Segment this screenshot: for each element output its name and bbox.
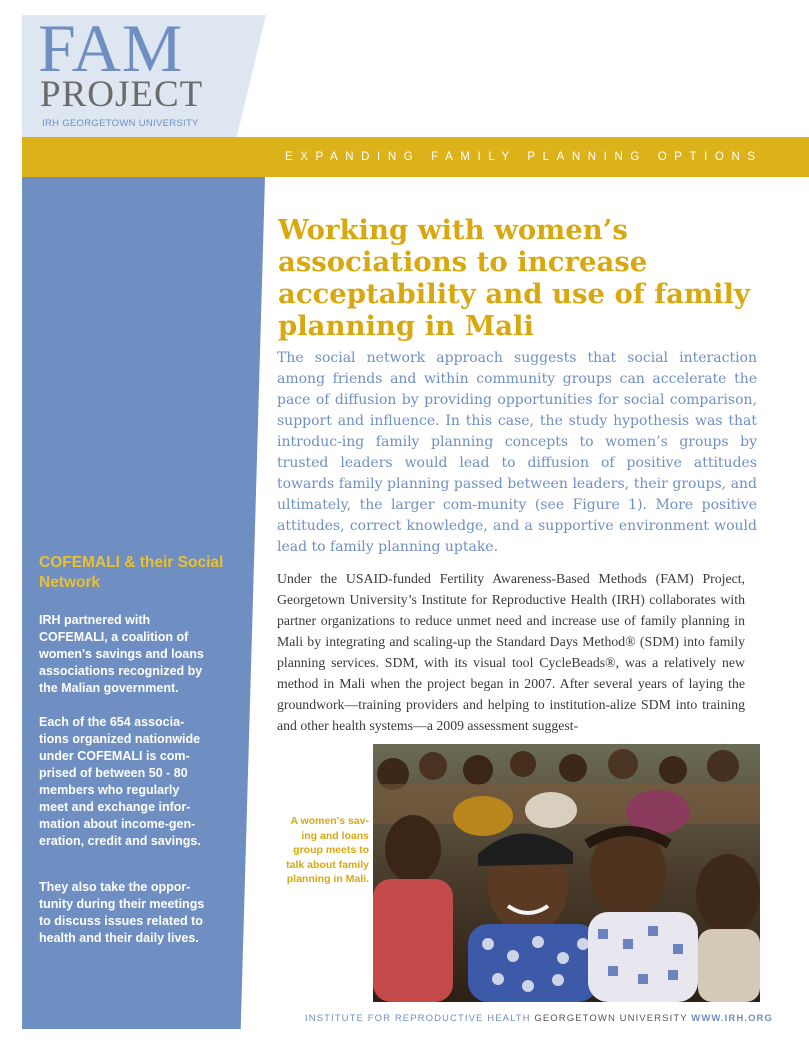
sidebar-paragraph-1: IRH partnered with COFEMALI, a coalition of women's savings and loans associations recognized by the Malian government. xyxy=(39,613,204,695)
footer-university: GEORGETOWN UNIVERSITY xyxy=(534,1013,688,1024)
article-lead-paragraph: The social network approach suggests that social interaction among friends and within community groups can accelerate the pace of diffusion by providing opportunities for social comparison, support and influence. In this case, the study hypothesis was that introduc-ing family planning concepts to women’s groups by trusted leaders would lead to diffusion of positive attitudes towards family planning passed between leaders, their groups, and ultimately, the larger com-munity (see Figure 1). More positive attitudes, correct knowledge, and a supportive environment would lead to family planning uptake. xyxy=(277,350,757,555)
footer-url[interactable]: WWW.IRH.ORG xyxy=(691,1013,774,1024)
logo-project: PROJECT xyxy=(40,74,204,115)
article-title: Working with women’s associations to increase acceptability and use of family planning in Mali xyxy=(278,214,750,342)
tagline: EXPANDING FAMILY PLANNING OPTIONS xyxy=(285,151,763,163)
sidebar-heading: COFEMALI & their Social Network xyxy=(39,554,224,591)
logo-university: IRH GEORGETOWN UNIVERSITY xyxy=(42,118,199,129)
logo-fam: FAM xyxy=(38,10,184,86)
footer-institute: INSTITUTE FOR REPRODUCTIVE HEALTH xyxy=(305,1013,531,1024)
footer xyxy=(305,1013,773,1024)
article-body-paragraph: Under the USAID-funded Fertility Awareness-Based Methods (FAM) Project, Georgetown University’s Institute for Reproductive Health (IRH) collaborates with partner organizations to reduce unmet need and increase use of family planning in Mali by integrating and scaling-up the Standard Days Method® (SDM) into family planning services. SDM, with its visual tool CycleBeads®, was a relatively new method in Mali when the project began in 2007. After several years of laying the groundwork—training providers and helping to institution-alize SDM into training and other health systems—a 2009 assessment suggest- xyxy=(277,571,745,733)
sidebar-paragraph-3: They also take the oppor-tunity during their meetings to discuss issues related to health and their daily lives. xyxy=(39,880,205,945)
group-meeting-photo xyxy=(373,744,760,1002)
sidebar-paragraph-2: Each of the 654 associa-tions organized nationwide under COFEMALI is com-prised of between 50 - 80 members who regularly meet and exchange infor-mation about income-gen-eration, credit and savings. xyxy=(39,715,201,848)
photo-caption: A women's sav-ing and loans group meets to talk about family planning in Mali. xyxy=(286,815,369,885)
